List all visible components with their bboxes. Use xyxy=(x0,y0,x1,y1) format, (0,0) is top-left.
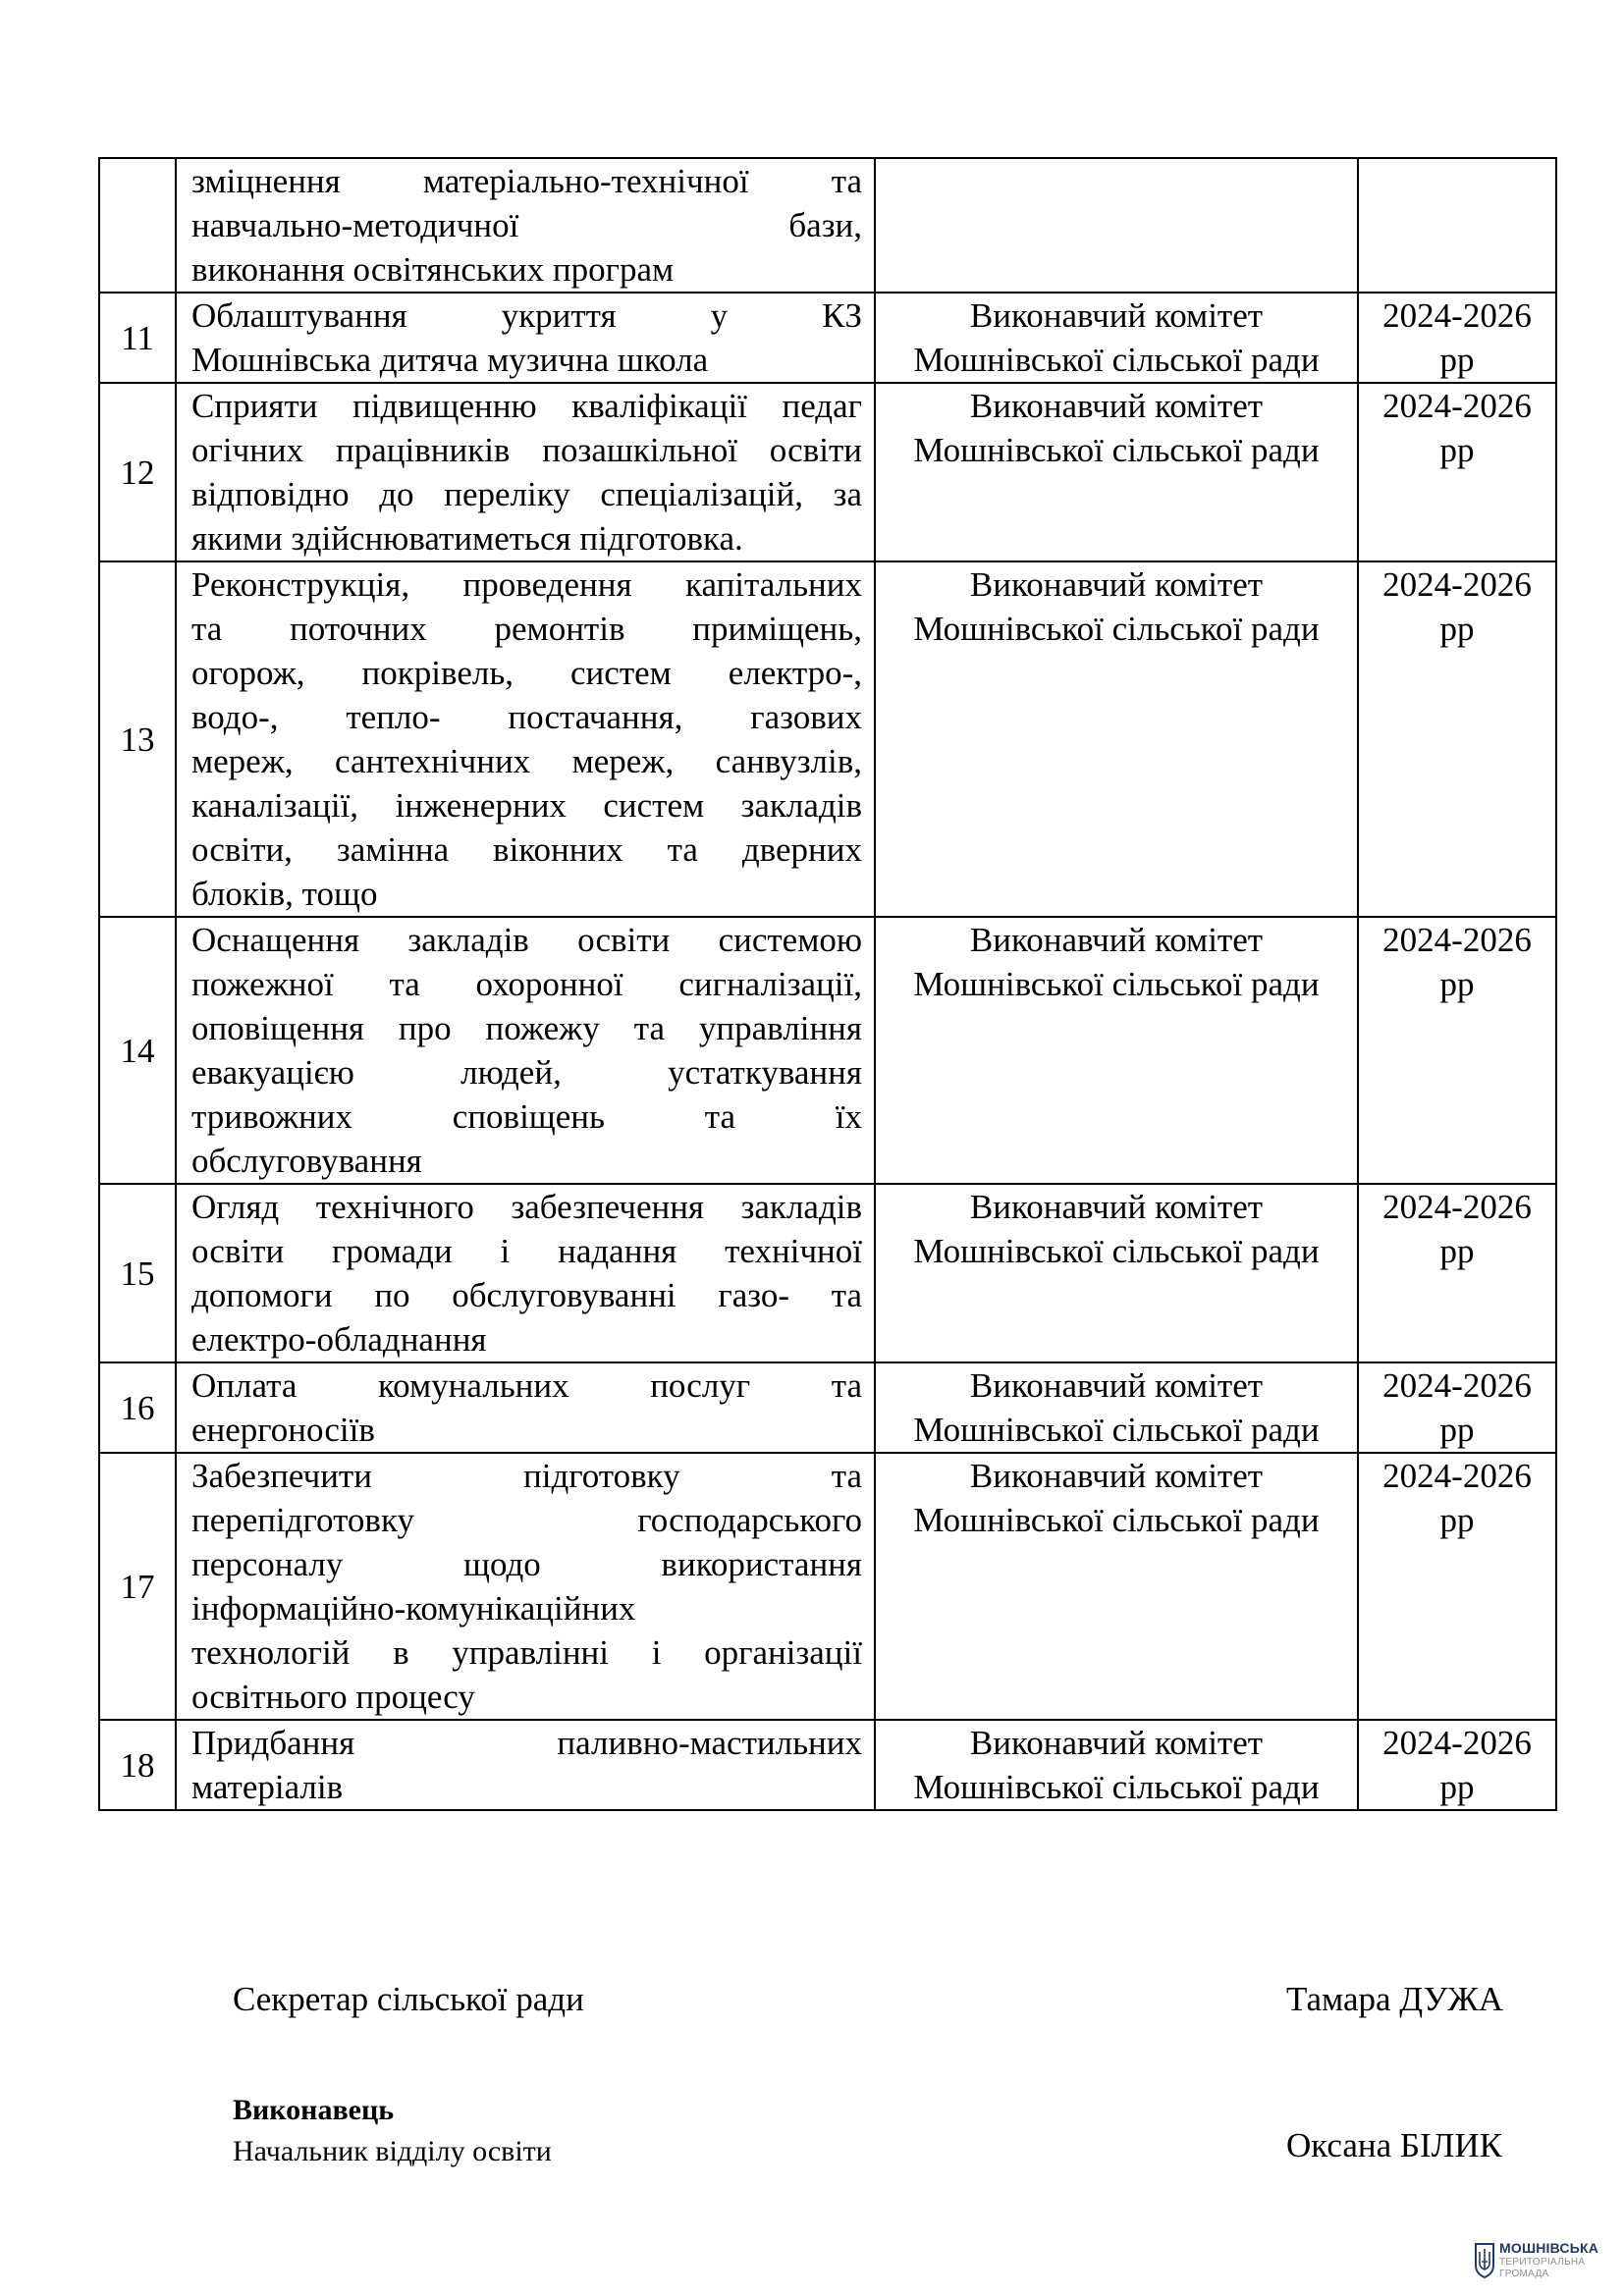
description-line: каналізації, інженерних систем закладів xyxy=(191,786,862,825)
measure-description xyxy=(176,561,875,917)
description-line: Оснащення закладів освіти системою xyxy=(191,921,862,959)
term-cell: 2024-2026 рр xyxy=(1358,1720,1556,1810)
description-line: оповіщення про пожежу та управління xyxy=(191,1009,862,1047)
executor-cell: Виконавчий комітет Мошнівської сільської ради xyxy=(875,1720,1358,1810)
description-line: технологій в управлінні і організації xyxy=(191,1633,862,1672)
table-row xyxy=(99,1720,1556,1810)
row-number: 12 xyxy=(99,383,176,561)
description-line: освітнього процесу xyxy=(191,1678,475,1716)
table-row xyxy=(99,1453,1556,1720)
measure-description xyxy=(176,917,875,1184)
description-line: Придбання паливно-мастильних xyxy=(191,1724,862,1762)
description-line: матеріалів xyxy=(191,1768,344,1806)
row-number: 13 xyxy=(99,561,176,917)
description-line: освіти громади і надання технічної xyxy=(191,1232,862,1270)
executor-cell: Виконавчий комітет Мошнівської сільської ради xyxy=(875,383,1358,561)
executor-name: Оксана БІЛИК xyxy=(1286,2126,1503,2164)
description-line: електро-обладнання xyxy=(191,1320,487,1359)
measures-table xyxy=(98,157,1557,1811)
description-line: мереж, сантехнічних мереж, санвузлів, xyxy=(191,742,862,780)
description-line: пожежної та охоронної сигналізації, xyxy=(191,965,862,1003)
description-line: та поточних ремонтів приміщень, xyxy=(191,610,862,648)
secretary-title: Секретар сільської ради xyxy=(233,1980,584,2018)
description-line: Мошнівська дитяча музична школа xyxy=(191,341,709,379)
row-number: 11 xyxy=(99,293,176,383)
measure-description xyxy=(176,1720,875,1810)
term-cell: 2024-2026 рр xyxy=(1358,561,1556,917)
row-number xyxy=(99,158,176,293)
description-line: навчально-методичної бази, xyxy=(191,206,862,244)
term-cell xyxy=(1358,158,1556,293)
description-line: Огляд технічного забезпечення закладів xyxy=(191,1188,862,1226)
description-line: Забезпечити підготовку та xyxy=(191,1457,862,1495)
term-cell: 2024-2026 рр xyxy=(1358,1362,1556,1453)
term-cell: 2024-2026 рр xyxy=(1358,917,1556,1184)
executor-cell: Виконавчий комітет Мошнівської сільської ради xyxy=(875,1184,1358,1362)
executor-cell: Виконавчий комітет Мошнівської сільської ради xyxy=(875,1453,1358,1720)
row-number: 18 xyxy=(99,1720,176,1810)
measure-description xyxy=(176,383,875,561)
term-cell: 2024-2026 рр xyxy=(1358,1184,1556,1362)
description-line: тривожних сповіщень та їх xyxy=(191,1097,862,1136)
description-line: евакуацією людей, устаткування xyxy=(191,1053,862,1092)
row-number: 17 xyxy=(99,1453,176,1720)
executor-cell: Виконавчий комітет Мошнівської сільської ради xyxy=(875,1362,1358,1453)
description-line: інформаційно-комунікаційних xyxy=(191,1589,636,1628)
description-line: огорож, покрівель, систем електро-, xyxy=(191,654,862,692)
description-line: допомоги по обслуговуванні газо- та xyxy=(191,1276,862,1314)
description-line: виконання освітянських програм xyxy=(191,250,675,289)
description-line: Реконструкція, проведення капітальних xyxy=(191,565,862,604)
description-line: обслуговування xyxy=(191,1142,422,1180)
row-number: 15 xyxy=(99,1184,176,1362)
table-row xyxy=(99,917,1556,1184)
description-line: огічних працівників позашкільної освіти xyxy=(191,431,862,469)
executor-cell xyxy=(875,158,1358,293)
logo-line-3: ГРОМАДА xyxy=(1499,2269,1549,2279)
description-line: енергоносіїв xyxy=(191,1411,375,1449)
executor-cell: Виконавчий комітет Мошнівської сільської ради xyxy=(875,917,1358,1184)
term-cell: 2024-2026 рр xyxy=(1358,1453,1556,1720)
table-row xyxy=(99,383,1556,561)
measure-description xyxy=(176,1184,875,1362)
measure-description xyxy=(176,158,875,293)
executor-cell: Виконавчий комітет Мошнівської сільської ради xyxy=(875,293,1358,383)
description-line: відповідно до переліку спеціалізацій, за xyxy=(191,475,862,513)
logo-line-1: МОШНІВСЬКА xyxy=(1499,2240,1599,2256)
measure-description xyxy=(176,1453,875,1720)
row-number: 14 xyxy=(99,917,176,1184)
table-row xyxy=(99,293,1556,383)
table-body xyxy=(99,158,1556,1810)
description-line: якими здійснюватиметься підготовка. xyxy=(191,519,743,558)
description-line: зміцнення матеріально-технічної та xyxy=(191,162,862,200)
term-cell: 2024-2026 рр xyxy=(1358,383,1556,561)
logo-line-2: ТЕРИТОРІАЛЬНА xyxy=(1499,2257,1586,2268)
term-cell: 2024-2026 рр xyxy=(1358,293,1556,383)
table-row xyxy=(99,158,1556,293)
description-line: персоналу щодо використання xyxy=(191,1545,862,1583)
executor-cell: Виконавчий комітет Мошнівської сільської ради xyxy=(875,561,1358,917)
table-row xyxy=(99,1184,1556,1362)
table-row xyxy=(99,561,1556,917)
measure-description xyxy=(176,1362,875,1453)
executor-label: Виконавець xyxy=(233,2094,395,2126)
description-line: Оплата комунальних послуг та xyxy=(191,1366,862,1405)
description-line: освіти, замінна віконних та дверних xyxy=(191,830,862,869)
description-line: водо-, тепло- постачання, газових xyxy=(191,698,862,736)
community-logo xyxy=(1474,2238,1611,2285)
executor-title: Начальник відділу освіти xyxy=(233,2135,552,2167)
description-line: Облаштування укриття у КЗ xyxy=(191,296,862,335)
table-row xyxy=(99,1362,1556,1453)
measure-description xyxy=(176,293,875,383)
description-line: перепідготовку господарського xyxy=(191,1501,862,1539)
description-line: Сприяти підвищенню кваліфікації педаг xyxy=(191,387,862,425)
row-number: 16 xyxy=(99,1362,176,1453)
description-line: блоків, тощо xyxy=(191,875,378,913)
coat-of-arms-icon xyxy=(1474,2240,1495,2279)
secretary-name: Тамара ДУЖА xyxy=(1286,1980,1503,2018)
